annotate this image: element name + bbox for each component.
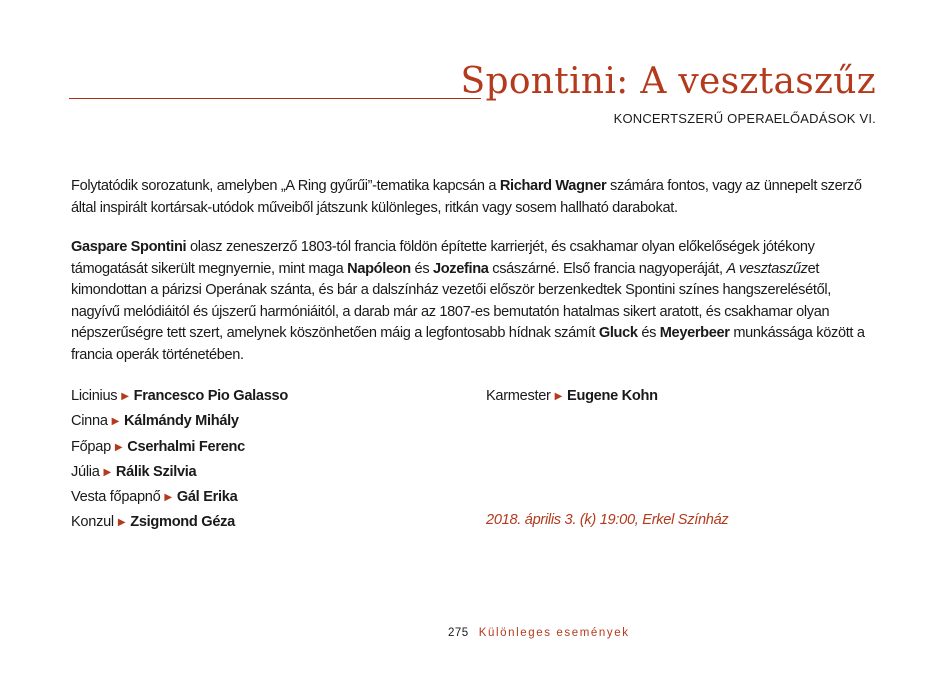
triangle-right-icon: ▶ bbox=[164, 492, 172, 504]
cast-role: Júlia bbox=[71, 463, 100, 480]
triangle-right-icon: ▶ bbox=[114, 441, 123, 453]
page-footer bbox=[448, 627, 630, 639]
event-date: 2018. április 3. (k) 19:00, Erkel Színház bbox=[486, 512, 729, 528]
composer-meyerbeer: Meyerbeer bbox=[659, 325, 730, 341]
page-subtitle: KONCERTSZERŰ OPERAELŐADÁSOK VI. bbox=[613, 111, 876, 126]
intro-paragraph-1: Folytatódik sorozatunk, amelyben „A Ring gyűrűi”-tematika kapcsán a Richard Wagner számára fontos, vagy az ünnepelt szerző által inspirált kortársak-utódok műveiből játszunk különleges, ritkán vagy sosem hallható darabokat. bbox=[71, 178, 862, 216]
page-number: 275 bbox=[448, 627, 469, 639]
cast-role: Cinna bbox=[71, 413, 108, 430]
cast-name: Zsigmond Géza bbox=[130, 514, 235, 531]
cast-item bbox=[71, 512, 288, 537]
cast-name: Cserhalmi Ferenc bbox=[127, 438, 245, 455]
cast-item bbox=[71, 386, 288, 411]
triangle-right-icon: ▶ bbox=[103, 466, 111, 478]
cast-name: Gál Erika bbox=[176, 489, 238, 506]
cast-name: Francesco Pio Galasso bbox=[133, 388, 288, 404]
cast-item bbox=[71, 437, 288, 462]
cast-name: Rálik Szilvia bbox=[115, 463, 197, 480]
name-jozefina: Jozefina bbox=[432, 260, 489, 277]
composer-spontini: Gaspare Spontini bbox=[71, 239, 187, 255]
cast-item bbox=[71, 411, 288, 436]
cast-role: Konzul bbox=[71, 514, 114, 531]
cast-item bbox=[71, 487, 288, 512]
triangle-right-icon: ▶ bbox=[121, 391, 129, 402]
page-title: Spontini: A vesztaszűz bbox=[460, 61, 876, 102]
name-napoleon: Napóleon bbox=[347, 260, 411, 277]
composer-wagner: Richard Wagner bbox=[499, 178, 607, 194]
composer-gluck: Gluck bbox=[598, 325, 638, 341]
conductor-item bbox=[486, 386, 658, 411]
intro-paragraph-2: Gaspare Spontini olasz zeneszerző 1803-tól francia földön építette karrierjét, és csakhamar olyan előkelőségek jótékony támogatását sikerült megnyernie, mint maga Napóleon és Jozefina császárné. Első francia nagyoperáját, A vesztaszűzet kimondottan a párizsi Operának szánta, és bár a dalszínház vezetői először berzenkedtek Spontini színes hangszerelésétől, nagyívű melódiáitól és újszerű harmóniáitól, a darab már az 1807-es bemutatón hatalmas sikert aratott, és csakhamar olyan népszerűségre tett szert, amelynek köszönhetően máig a legfontosabb hídnak számít Gluck és Meyerbeer munkássága között a francia operák történetében. bbox=[71, 239, 865, 363]
cast-list bbox=[71, 386, 288, 538]
cast-role: Vesta főpapnő bbox=[71, 489, 161, 506]
triangle-right-icon: ▶ bbox=[554, 391, 563, 402]
triangle-right-icon: ▶ bbox=[117, 517, 126, 529]
conductor-name: Eugene Kohn bbox=[567, 388, 658, 404]
title-rule bbox=[69, 98, 481, 99]
cast-name: Kálmándy Mihály bbox=[124, 413, 239, 430]
section-name: Különleges események bbox=[478, 627, 630, 639]
cast-item bbox=[71, 462, 288, 487]
triangle-right-icon: ▶ bbox=[111, 416, 120, 428]
cast-role: Licinius bbox=[71, 388, 118, 404]
opera-title: A vesztaszűz bbox=[726, 260, 808, 277]
cast-role: Főpap bbox=[71, 438, 111, 455]
conductor-role: Karmester bbox=[486, 388, 551, 404]
